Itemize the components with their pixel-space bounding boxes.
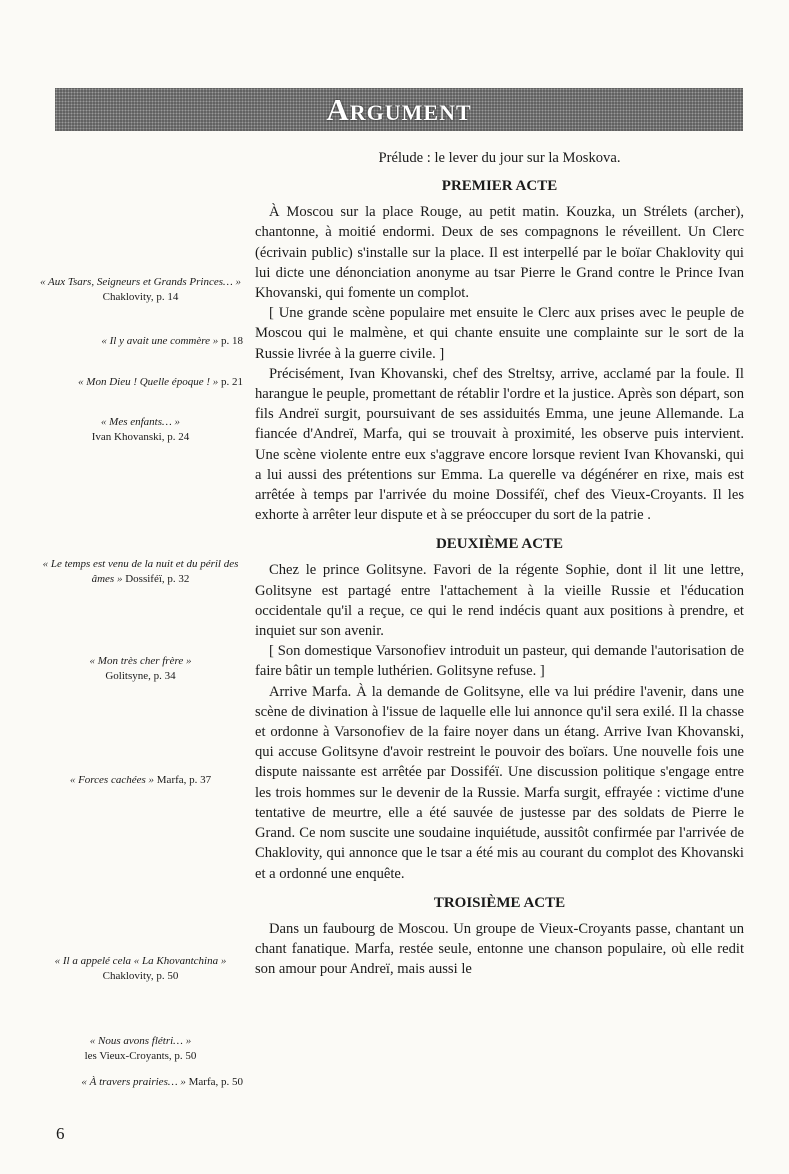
margin-note-quote: « Le temps est venu de la nuit et du péril des âmes » xyxy=(42,558,239,585)
paragraph: Chez le prince Golitsyne. Favori de la régente Sophie, dont il lit une lettre, Golitsyne est partagé entre l'attachement à la vieille Russie et l'éducation occidentale qu'il a reçue, ce qui le rend indécis quant aux positions à prendre, et inquiet sur son avenir. xyxy=(255,562,744,640)
margin-note-ref: p. 21 xyxy=(221,376,243,388)
margin-note xyxy=(38,1075,243,1090)
margin-note-quote: « À travers prairies… » xyxy=(81,1076,186,1088)
margin-note-ref: Chaklovity, p. 14 xyxy=(102,291,179,303)
page-title: Argument xyxy=(326,91,472,127)
margin-note-ref: Golitsyne, p. 34 xyxy=(105,670,176,682)
paragraph: À Moscou sur la place Rouge, au petit matin. Kouzka, un Strélets (archer), chantonne, à moitié endormi. Deux de ses compagnons le réveillent. Un Clerc (écrivain public) s'installe sur la place. Il est interpellé par le boïar Chaklovity qui lui dicte une dénonciation anonyme au tsar Pierre le Grand contre le Prince Ivan Khovanski, qui fomente un complot. xyxy=(255,204,744,302)
margin-note-ref: Dossiféï, p. 32 xyxy=(125,573,190,585)
margin-note-ref: les Vieux-Croyants, p. 50 xyxy=(84,1050,197,1062)
margin-note-ref: Chaklovity, p. 50 xyxy=(102,970,179,982)
margin-note-quote: « Forces cachées » xyxy=(69,774,155,786)
paragraph: Précisément, Ivan Khovanski, chef des Streltsy, arrive, acclamé par la foule. Il harangue le peuple, promettant de rétablir l'ordre et la justice. Après son départ, son fils Andreï surgit, poursuivant de ses assiduités Emma, une jeune Allemande. La fiancée d'Andreï, Marfa, qui se trouvait à proximité, les observe puis intervient. Une scène violente entre eux s'aggrave encore lorsque revient Ivan Khovanski, qui a lui aussi des prétentions sur Emma. La querelle va dégénérer en rixe, mais est arrêtée à temps par l'arrivée du moine Dossiféï, chef des Vieux-Croyants. Il les exhorte à arrêter leur dispute et à se préoccuper du sort de la patrie . xyxy=(255,365,744,524)
margin-note-ref: Ivan Khovanski, p. 24 xyxy=(91,431,190,443)
margin-note-ref: p. 18 xyxy=(221,335,243,347)
act-heading: PREMIER ACTE xyxy=(441,178,558,195)
margin-note xyxy=(38,415,243,445)
paragraph: Arrive Marfa. À la demande de Golitsyne, elle va lui prédire l'avenir, dans une scène de divination à l'issue de laquelle elle lui annonce qu'il sera exilé. Il la chasse et ordonne à Varsonofiev de la faire noyer dans un étang. Arrive Ivan Khovanski, qui accuse Golitsyne d'avoir restreint le pouvoir des boïars. Une nouvelle fois une dispute naissante est arrêtée par Dossiféï. Une discussion politique s'engage entre les trois hommes sur le devenir de la Russie. Marfa surgit, effrayée : victime d'une tentative de meurtre, elle a été sauvée de justesse par des soldats de Pierre le Grand. Ce nom suscite une soudaine inquiétude, aussitôt confirmée par l'arrivée de Chaklovity, qui annonce que le tsar a été mis au courant du complot des Khovanski et a ordonné une enquête. xyxy=(255,683,744,882)
margin-note xyxy=(38,954,243,984)
margin-note-quote: « Aux Tsars, Seigneurs et Grands Princes… » xyxy=(39,276,242,288)
synopsis-text xyxy=(255,148,744,979)
margin-note-ref: Marfa, p. 37 xyxy=(156,774,212,786)
margin-note-quote: « Nous avons flétri… » xyxy=(89,1035,192,1047)
margin-note-quote: « Il y avait une commère » xyxy=(101,335,219,347)
margin-note-ref: Marfa, p. 50 xyxy=(188,1076,243,1088)
act-heading: TROISIÈME ACTE xyxy=(433,894,566,911)
margin-note xyxy=(38,375,243,390)
margin-note xyxy=(38,557,243,587)
margin-note xyxy=(38,773,243,788)
paragraph: [ Une grande scène populaire met ensuite le Clerc aux prises avec le peuple de Moscou qui le malmène, et qui chante ensuite une complainte sur le sort de la Russie livrée à la guerre civile. ] xyxy=(255,305,744,362)
margin-note xyxy=(38,334,243,349)
margin-note-quote: « Mes enfants… » xyxy=(100,416,181,428)
margin-note xyxy=(38,1034,243,1064)
title-banner xyxy=(55,88,743,131)
margin-note xyxy=(38,654,243,684)
margin-note xyxy=(38,275,243,305)
margin-note-quote: « Mon très cher frère » xyxy=(89,655,192,667)
margin-note-quote: « Il a appelé cela « La Khovantchina » xyxy=(54,955,227,967)
act-heading: DEUXIÈME ACTE xyxy=(435,536,564,553)
page-number: 6 xyxy=(56,1124,65,1143)
paragraph: [ Son domestique Varsonofiev introduit un pasteur, qui demande l'autorisation de faire bâtir un temple luthérien. Golitsyne refuse. ] xyxy=(255,643,744,680)
paragraph: Dans un faubourg de Moscou. Un groupe de Vieux-Croyants passe, chantant un chant fanatique. Marfa, restée seule, entonne une chanson populaire, où elle redit son amour pour Andreï, mais aussi le xyxy=(255,920,744,978)
prelude-line: Prélude : le lever du jour sur la Moskova. xyxy=(378,150,621,166)
margin-note-quote: « Mon Dieu ! Quelle époque ! » xyxy=(78,376,219,388)
